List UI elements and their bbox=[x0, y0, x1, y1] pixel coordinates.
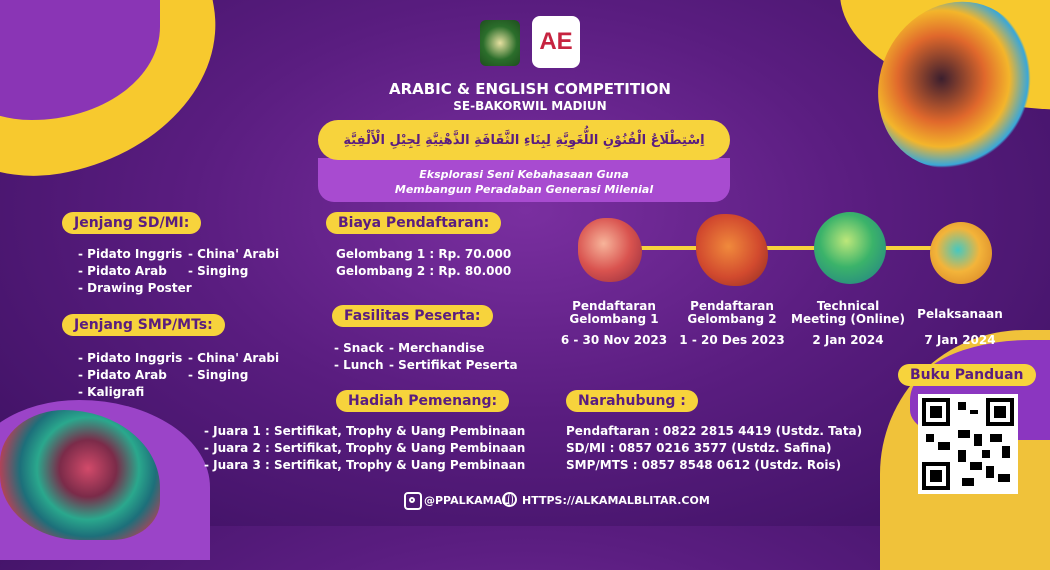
timeline-date-3: 2 Jan 2024 bbox=[812, 333, 884, 347]
timeline-date-4: 7 Jan 2024 bbox=[924, 333, 996, 347]
smp-item-1: - Pidato Inggris bbox=[78, 351, 183, 365]
smp-item-3: - Pidato Arab bbox=[78, 368, 167, 382]
sd-item-2: - China' Arabi bbox=[188, 247, 280, 261]
arabic-banner bbox=[318, 120, 730, 160]
planet-3-icon bbox=[814, 212, 886, 284]
narahubung-heading: Narahubung : bbox=[566, 390, 698, 412]
smp-item-4: - Singing bbox=[188, 368, 249, 382]
panduan-heading: Buku Panduan bbox=[898, 364, 1036, 386]
hadiah-line-2: - Juara 2 : Sertifikat, Trophy & Uang Pembinaan bbox=[204, 441, 526, 455]
timeline-line bbox=[612, 246, 962, 250]
sd-item-4: - Singing bbox=[188, 264, 249, 278]
narahubung-line-3: SMP/MTS : 0857 8548 0612 (Ustdz. Rois) bbox=[566, 458, 842, 472]
hadiah-line-1: - Juara 1 : Sertifikat, Trophy & Uang Pembinaan bbox=[204, 424, 526, 438]
timeline-label-2: Pendaftaran Gelombang 2 bbox=[687, 299, 777, 326]
timeline-label-4: Pelaksanaan bbox=[917, 307, 1003, 321]
tagline-line-1: Eksplorasi Seni Kebahasaan Guna bbox=[419, 168, 629, 181]
smp-item-5: - Kaligrafi bbox=[78, 385, 145, 399]
globe-icon[interactable] bbox=[502, 492, 517, 507]
website-link[interactable]: HTTPS://ALKAMALBLITAR.COM bbox=[522, 494, 710, 507]
biaya-line-2: Gelombang 2 : Rp. 80.000 bbox=[336, 264, 512, 278]
instagram-handle[interactable]: @PPALKAMAL bbox=[424, 494, 510, 507]
instagram-icon[interactable] bbox=[404, 492, 422, 510]
fasilitas-heading: Fasilitas Peserta: bbox=[332, 305, 493, 327]
fasilitas-item-2: - Merchandise bbox=[389, 341, 485, 355]
biaya-heading: Biaya Pendaftaran: bbox=[326, 212, 501, 234]
arabic-line: اِسْتِطْلَاعُ الْفُنُوْنِ اللُّغَوِيَّةِ لِبِنَاءِ الثَّقَافَةِ الذَّهْنِيَّةِ لِجِيْلِ الْأَلْفِيَّةِ bbox=[343, 132, 705, 148]
qr-code-icon[interactable] bbox=[918, 394, 1018, 494]
narahubung-line-2: SD/MI : 0857 0216 3577 (Ustdz. Safina) bbox=[566, 441, 832, 455]
planet-1-icon bbox=[578, 218, 642, 282]
ae-logo-text: AE bbox=[539, 28, 573, 55]
smp-heading: Jenjang SMP/MTs: bbox=[62, 314, 225, 336]
timeline-label-3: Technical Meeting (Online) bbox=[791, 299, 905, 326]
sd-heading: Jenjang SD/MI: bbox=[62, 212, 201, 234]
ae-logo bbox=[532, 16, 580, 68]
emblem-logo bbox=[480, 20, 520, 66]
page-title: ARABIC & ENGLISH COMPETITION bbox=[388, 80, 671, 98]
sd-item-5: - Drawing Poster bbox=[78, 281, 192, 295]
fasilitas-item-1: - Snack bbox=[334, 341, 384, 355]
qr-code-graphic bbox=[918, 394, 1018, 494]
page-subtitle: SE-BAKORWIL MADIUN bbox=[453, 99, 607, 113]
narahubung-line-1: Pendaftaran : 0822 2815 4419 (Ustdz. Tata) bbox=[566, 424, 863, 438]
hadiah-line-3: - Juara 3 : Sertifikat, Trophy & Uang Pembinaan bbox=[204, 458, 526, 472]
biaya-line-1: Gelombang 1 : Rp. 70.000 bbox=[336, 247, 512, 261]
timeline-date-1: 6 - 30 Nov 2023 bbox=[560, 333, 668, 347]
smp-item-2: - China' Arabi bbox=[188, 351, 280, 365]
planet-2-icon bbox=[696, 214, 768, 286]
fasilitas-item-3: - Lunch bbox=[334, 358, 384, 372]
planet-4-icon bbox=[930, 222, 992, 284]
tagline-line-2: Membangun Peradaban Generasi Milenial bbox=[394, 183, 654, 196]
timeline-date-2: 1 - 20 Des 2023 bbox=[679, 333, 785, 347]
timeline-label-1: Pendaftaran Gelombang 1 bbox=[569, 299, 659, 326]
sd-item-1: - Pidato Inggris bbox=[78, 247, 183, 261]
hadiah-heading: Hadiah Pemenang: bbox=[336, 390, 509, 412]
fasilitas-item-4: - Sertifikat Peserta bbox=[389, 358, 518, 372]
sd-item-3: - Pidato Arab bbox=[78, 264, 167, 278]
